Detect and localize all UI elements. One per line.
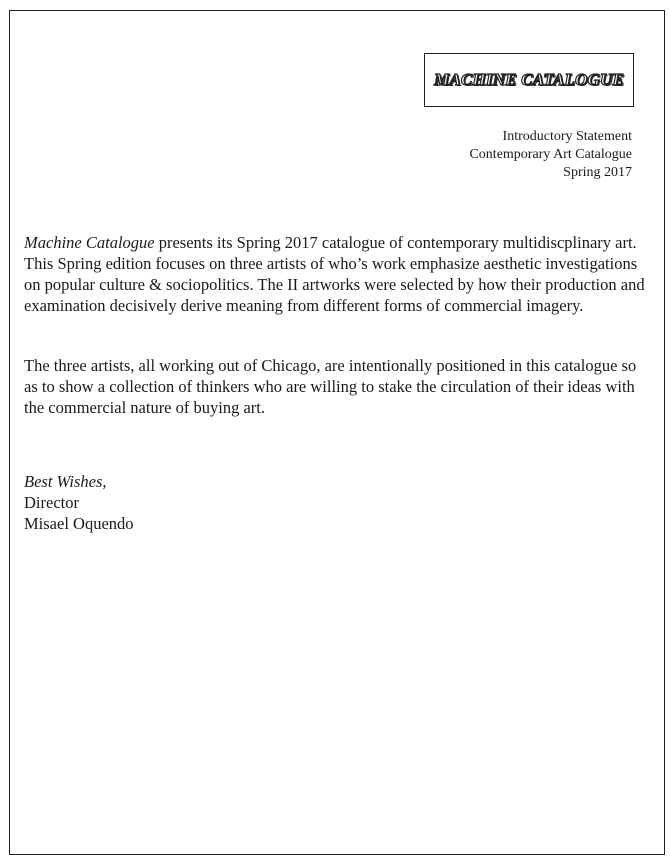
publication-name: Machine Catalogue <box>24 233 155 252</box>
catalogue-title: MACHINE CATALOGUE <box>434 70 624 89</box>
signoff <box>24 471 134 534</box>
signer-role: Director <box>24 493 79 512</box>
intro-paragraph <box>24 232 654 316</box>
intro-paragraph-text: presents its Spring 2017 catalogue of contemporary multidiscplinary art. This Spring edition focuses on three artists of who’s work emphasize aesthetic investigations on popular culture & sociopolitics. The II artworks were selected by how their production and examination decisively derive meaning from different forms of commercial imagery. <box>24 233 645 315</box>
document-meta <box>469 128 632 182</box>
title-box <box>424 53 634 107</box>
closing-text: Best Wishes, <box>24 472 107 491</box>
meta-statement-type: Introductory Statement <box>502 129 632 144</box>
meta-season: Spring 2017 <box>563 165 632 180</box>
document-page <box>9 10 665 855</box>
artists-paragraph: The three artists, all working out of Chicago, are intentionally positioned in this catalogue so as to show a collection of thinkers who are willing to stake the circulation of their ideas with the commercial nature of buying art. <box>24 356 637 417</box>
signer-name: Misael Oquendo <box>24 514 134 533</box>
meta-catalogue-type: Contemporary Art Catalogue <box>469 147 632 162</box>
